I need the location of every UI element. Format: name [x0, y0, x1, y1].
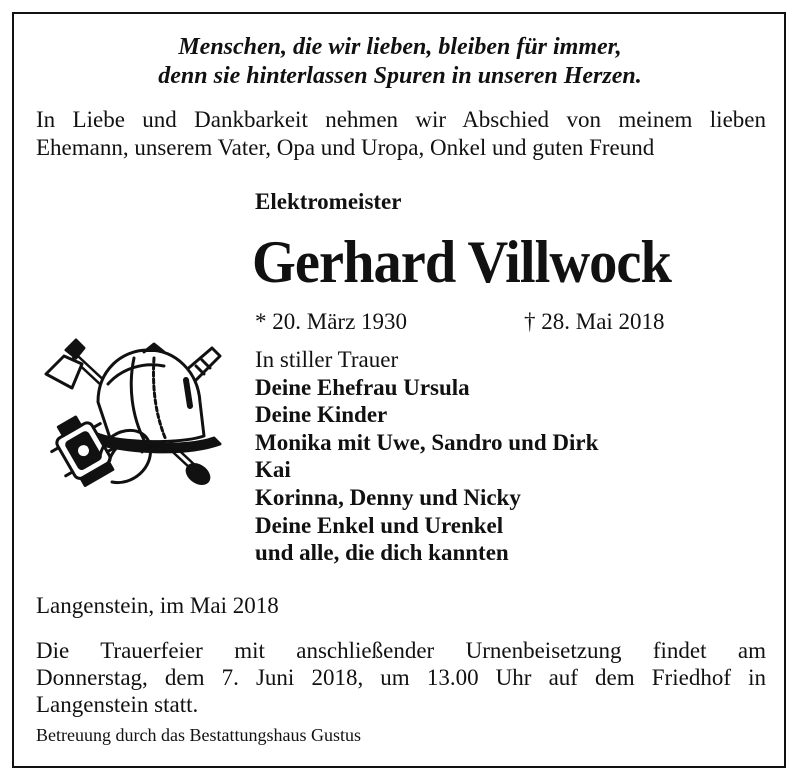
firefighter-emblem-icon [36, 336, 226, 496]
mourner-line: und alle, die dich kannten [255, 540, 509, 566]
intro-line-1: In Liebe und Dankbarkeit nehmen wir Abschied von meinem lieben [36, 107, 766, 132]
undertaker-note: Betreuung durch das Bestattungshaus Gustus [36, 725, 361, 745]
deceased-name: Gerhard Villwock [252, 229, 671, 295]
mourner-line: Deine Ehefrau Ursula [255, 374, 470, 400]
birth-date: * 20. März 1930 [255, 309, 408, 334]
mourners-lead: In stiller Trauer [255, 347, 399, 372]
funeral-line-3: Langenstein statt. [36, 692, 199, 717]
mourner-line: Monika mit Uwe, Sandro und Dirk [255, 429, 599, 455]
quote-line-1: Menschen, die wir lieben, bleiben für immer, [178, 34, 622, 60]
mourners-list [255, 346, 598, 567]
funeral-line-1: Die Trauerfeier mit anschließender Urnenbeisetzung findet am [36, 638, 766, 663]
deceased-profession: Elektromeister [255, 189, 402, 214]
mourner-line: Deine Enkel und Urenkel [255, 512, 504, 538]
mourner-line: Korinna, Denny und Nicky [255, 484, 521, 510]
funeral-line-2: Donnerstag, dem 7. Juni 2018, um 13.00 Uhr auf dem Friedhof in [36, 665, 766, 690]
intro-line-2: Ehemann, unserem Vater, Opa und Uropa, Onkel und guten Freund [36, 135, 655, 160]
mourner-line: Deine Kinder [255, 402, 388, 428]
death-date: † 28. Mai 2018 [524, 309, 665, 334]
mourner-line: Kai [255, 457, 291, 483]
place-and-date: Langenstein, im Mai 2018 [36, 593, 279, 618]
quote-line-2: denn sie hinterlassen Spuren in unseren Herzen. [158, 63, 642, 89]
